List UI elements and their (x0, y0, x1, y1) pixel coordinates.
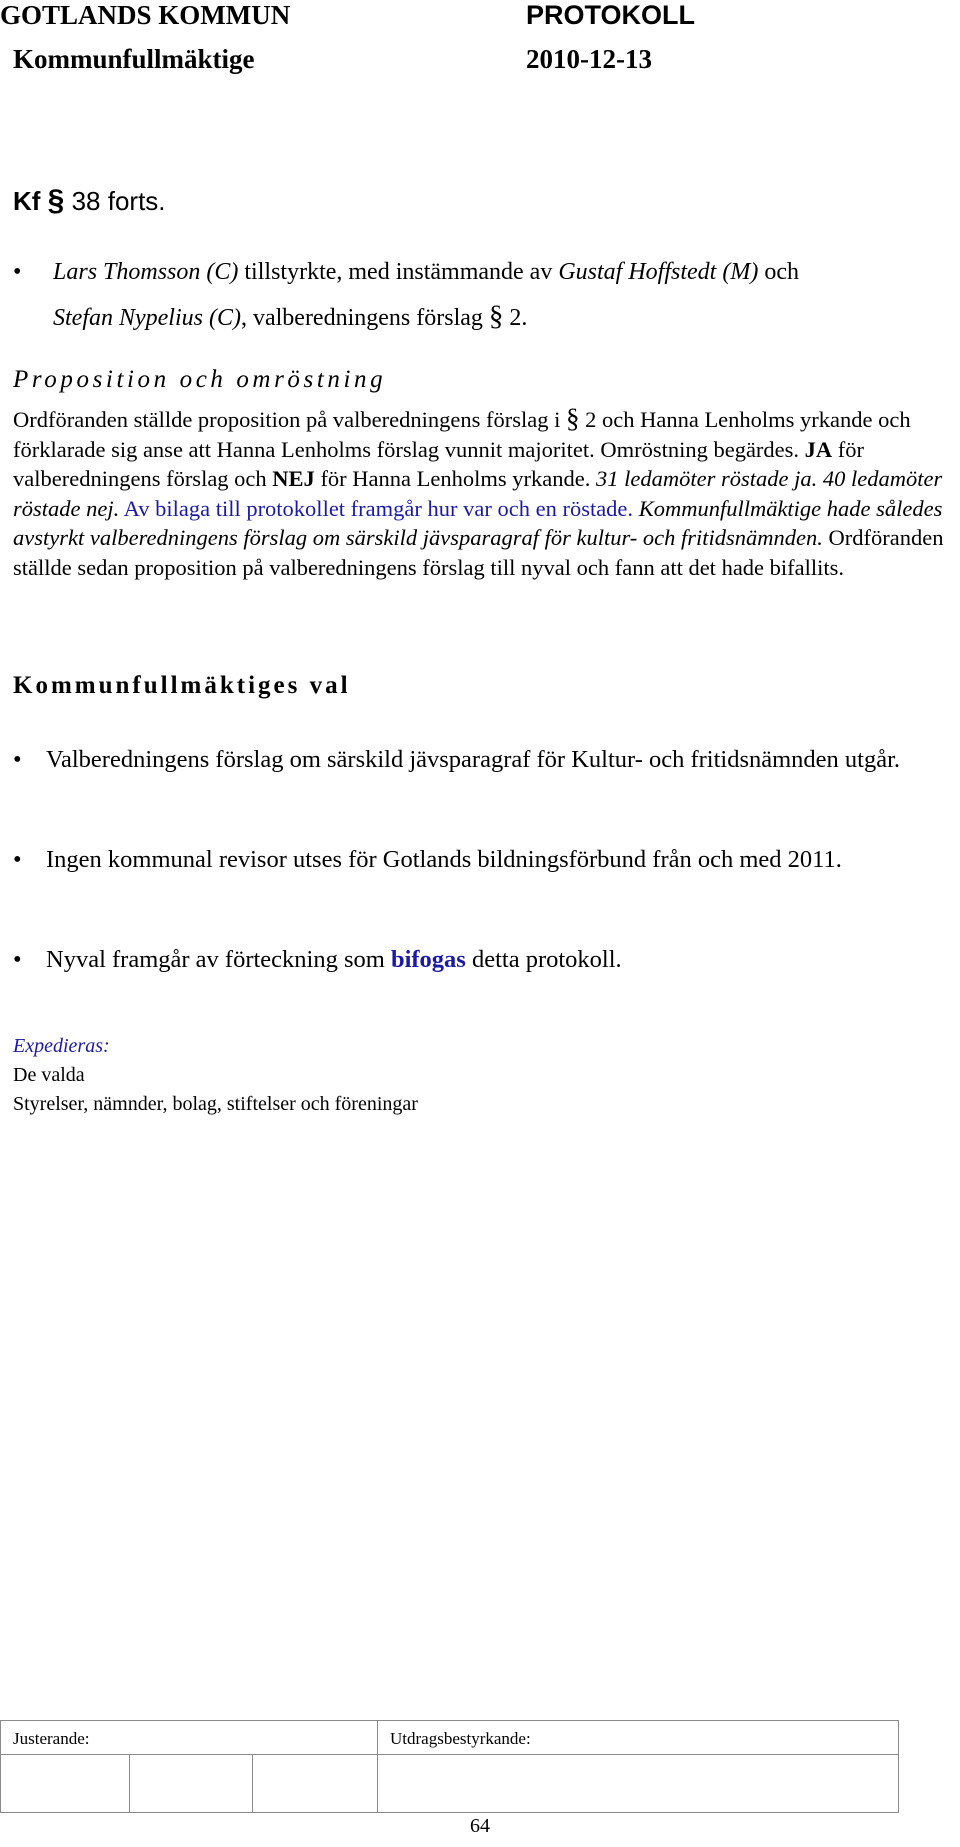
statement-bullet: • (13, 259, 22, 285)
justerande-cell (1, 1721, 378, 1755)
decision-text-1: Valberedningens förslag om särskild jävsparagraf för Kultur- och fritidsnämnden utgår. (46, 746, 901, 773)
statement-text-1: tillstyrkte, med instämmande av (238, 259, 559, 285)
section-prefix: Kf (13, 186, 41, 216)
decision-text-2: Ingen kommunal revisor utses för Gotlands bildningsförbund från och med 2011. (46, 846, 842, 873)
prop-text-2: 2 och Hanna Lenholms yrkande och förklarade sig anse att Hanna Lenholms förslag vunnit majoritet. Omröstning begärdes. (13, 407, 911, 462)
proposition-heading: Proposition och omröstning (13, 366, 387, 393)
prop-para-sign: § (565, 403, 580, 433)
vote-result: 31 ledamöter röstade ja. 40 ledamöter röstade nej. (13, 466, 943, 521)
signature-box (1, 1755, 130, 1813)
decision-text-3: Nyval framgår av förteckning som (46, 946, 391, 973)
decision-text-3-end: detta protokoll. (465, 946, 622, 973)
attachment-note: Av bilaga till protokollet framgår hur var och en röstade. (119, 495, 634, 521)
section-number: 38 forts. (71, 186, 166, 216)
decision-item (13, 738, 943, 782)
signature-box (378, 1755, 899, 1813)
signature-box (253, 1755, 378, 1813)
attachment-link[interactable]: bifogas (390, 946, 466, 973)
decision-bullet-3: • (13, 946, 22, 973)
decision-item (13, 838, 913, 882)
prop-text-5: Ordföranden ställde sedan proposition på valberedningens förslag till nyval och fann att det hade bifallits. (13, 525, 944, 580)
prop-text-4: för Hanna Lenholms yrkande. (314, 466, 596, 491)
section-sign: § (47, 184, 65, 217)
proposition-paragraph (13, 404, 953, 582)
statement-text-4: 2. (503, 305, 528, 331)
signature-box (130, 1755, 253, 1813)
meeting-date: 2010-12-13 (526, 44, 652, 74)
org-name: GOTLANDS KOMMUN (0, 0, 291, 30)
prop-text-1: Ordföranden ställde proposition på valberedningens förslag i (13, 407, 566, 432)
distribution-block (13, 1032, 418, 1119)
utdrag-cell (378, 1721, 899, 1755)
prop-text-3: för valberedningens förslag och (13, 436, 865, 491)
signature-table (0, 1720, 899, 1813)
decision-item (13, 938, 943, 982)
vote-nej: NEJ (272, 466, 315, 491)
decision-bullet-2: • (13, 846, 22, 873)
speaker-2: Gustaf Hoffstedt (M) (558, 259, 759, 285)
statement-text-2: och (758, 259, 799, 285)
speaker-3: Stefan Nypelius (C) (53, 305, 241, 331)
speaker-1: Lars Thomsson (C) (53, 259, 239, 285)
decision-bullet-1: • (13, 746, 22, 773)
statement-text-3: , valberedningens förslag (240, 305, 489, 331)
document-type: PROTOKOLL (526, 0, 696, 30)
section-reference (13, 186, 166, 216)
vote-ja: JA (804, 436, 833, 462)
justerande-label: Justerande: (13, 1729, 90, 1748)
body-name: Kommunfullmäktige (13, 44, 255, 74)
page-number: 64 (470, 1815, 490, 1837)
decision-heading: Kommunfullmäktiges val (13, 672, 351, 699)
distribution-line: De valda (13, 1064, 85, 1086)
decision-summary: Kommunfullmäktige hade således avstyrkt valberedningens förslag om särskild jävsparagraf för kultur- och fritidsnämnden. (13, 495, 943, 550)
distribution-line: Styrelser, nämnder, bolag, stiftelser och föreningar (13, 1093, 418, 1115)
utdrag-label: Utdragsbestyrkande: (390, 1729, 531, 1748)
statement-para-sign: § (488, 300, 504, 332)
statement-paragraph (13, 250, 943, 340)
distribution-label: Expedieras: (13, 1035, 110, 1057)
